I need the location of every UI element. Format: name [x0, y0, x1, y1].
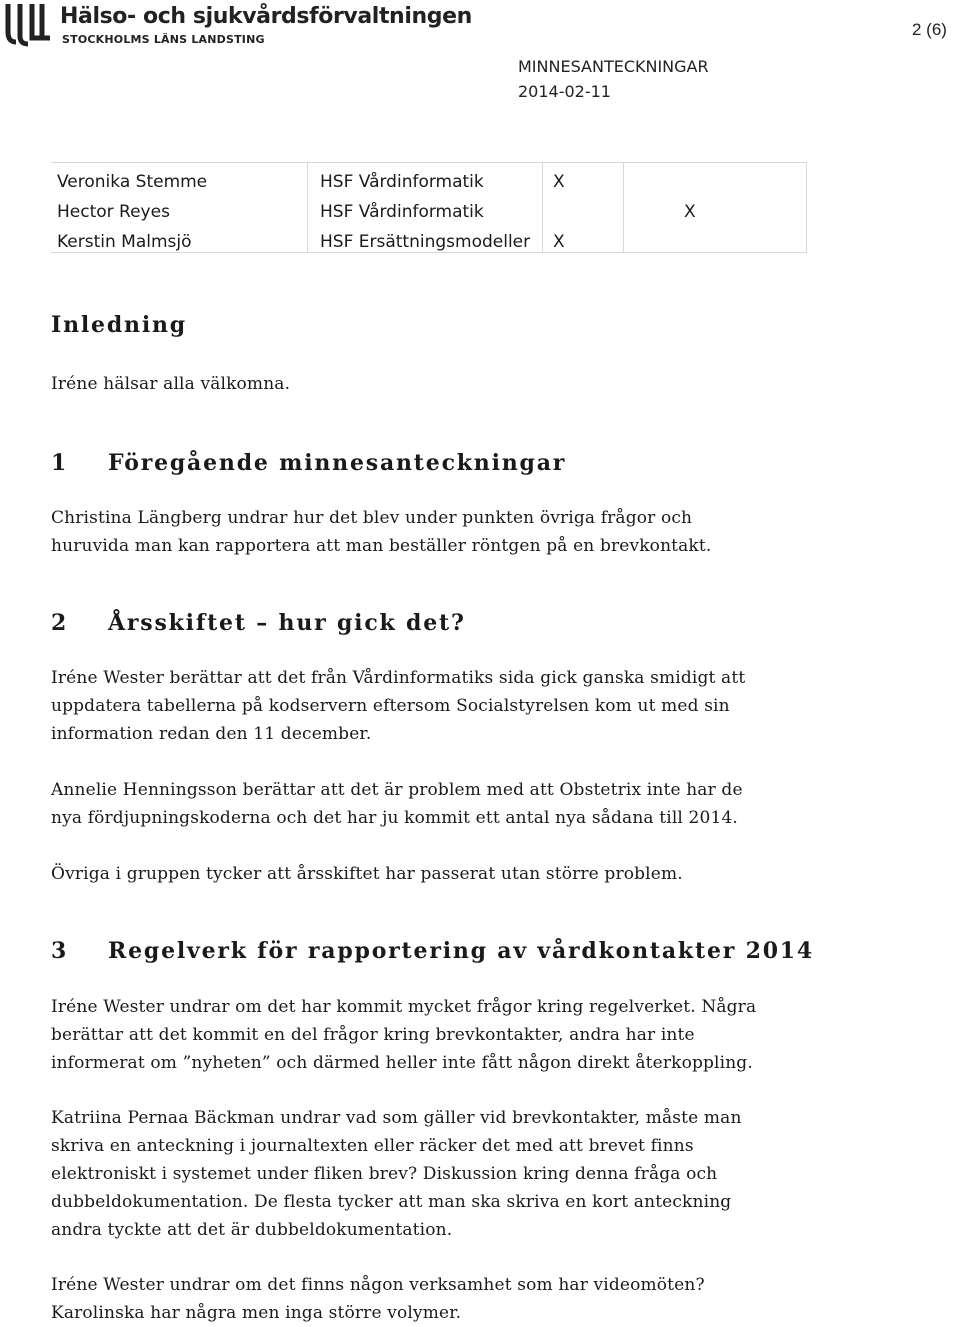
attendee-name: Veronika Stemme — [57, 172, 208, 192]
section-2-line: Övriga i gruppen tycker att årsskiftet har passerat utan större problem. — [51, 864, 683, 884]
section-3-line: dubbeldokumentation. De flesta tycker att man ska skriva en kort anteckning — [51, 1192, 732, 1212]
section-2-line: nya fördjupningskoderna och det har ju kommit ett antal nya sådana till 2014. — [51, 808, 738, 828]
attendee-table — [51, 162, 807, 253]
attendance-mark: X — [553, 232, 565, 252]
section-3-line: Katriina Pernaa Bäckman undrar vad som gäller vid brevkontakter, måste man — [51, 1108, 742, 1128]
section-number: 1 — [51, 450, 69, 476]
section-3-line: skriva en anteckning i journaltexten eller räcker det med att brevet finns — [51, 1136, 694, 1156]
section-2-heading — [51, 610, 466, 636]
attendee-unit: HSF Ersättningsmodeller — [320, 232, 531, 252]
document-date: 2014-02-11 — [518, 82, 611, 101]
section-title: Årsskiftet – hur gick det? — [108, 610, 466, 636]
attendance-mark — [553, 197, 565, 227]
attendee-units — [320, 167, 530, 257]
section-2-line: Annelie Henningsson berättar att det är problem med att Obstetrix inte har de — [51, 780, 743, 800]
sll-logo-icon — [2, 2, 54, 48]
section-3-heading — [51, 938, 814, 964]
attendee-unit: HSF Vårdinformatik — [320, 202, 484, 222]
attendee-names — [57, 167, 207, 257]
section-3-line: Karolinska har några men inga större volymer. — [51, 1303, 462, 1323]
section-3-line: elektroniskt i systemet under fliken brev? Diskussion kring denna fråga och — [51, 1164, 718, 1184]
document-type: MINNESANTECKNINGAR — [518, 57, 709, 76]
section-number: 3 — [51, 938, 69, 964]
logo-subtitle: STOCKHOLMS LÄNS LANDSTING — [62, 33, 265, 46]
section-title: Regelverk för rapportering av vårdkontakter 2014 — [108, 938, 815, 964]
section-3-line: Iréne Wester undrar om det har kommit mycket frågor kring regelverket. Några — [51, 997, 757, 1017]
logo-title: Hälso- och sjukvårdsförvaltningen — [60, 4, 472, 29]
section-number: 2 — [51, 610, 69, 636]
section-1-heading — [51, 450, 566, 476]
section-title: Föregående minnesanteckningar — [108, 450, 567, 476]
page-number: 2 (6) — [912, 20, 947, 39]
attendee-unit: HSF Vårdinformatik — [320, 172, 484, 192]
section-3-line: Iréne Wester undrar om det finns någon verksamhet som har videomöten? — [51, 1275, 705, 1295]
intro-heading: Inledning — [51, 312, 187, 338]
section-3-line: andra tyckte att det är dubbeldokumentation. — [51, 1220, 453, 1240]
intro-text: Iréne hälsar alla välkomna. — [51, 374, 291, 394]
section-2-line: uppdatera tabellerna på kodservern eftersom Socialstyrelsen kom ut med sin — [51, 696, 730, 716]
section-2-line: information redan den 11 december. — [51, 724, 372, 744]
section-1-line: huruvida man kan rapportera att man beställer röntgen på en brevkontakt. — [51, 536, 712, 556]
section-3-line: informerat om ”nyheten” och därmed heller inte fått någon direkt återkoppling. — [51, 1053, 753, 1073]
attendance-mark-column-2: X — [684, 202, 696, 222]
section-3-line: berättar att det kommit en del frågor kring brevkontakter, andra har inte — [51, 1025, 695, 1045]
attendance-mark-column-1 — [553, 167, 565, 257]
section-2-line: Iréne Wester berättar att det från Vårdinformatiks sida gick ganska smidigt att — [51, 668, 746, 688]
attendee-name: Hector Reyes — [57, 202, 170, 222]
attendance-mark: X — [553, 172, 565, 192]
section-1-line: Christina Längberg undrar hur det blev under punkten övriga frågor och — [51, 508, 693, 528]
attendee-name: Kerstin Malmsjö — [57, 232, 192, 252]
